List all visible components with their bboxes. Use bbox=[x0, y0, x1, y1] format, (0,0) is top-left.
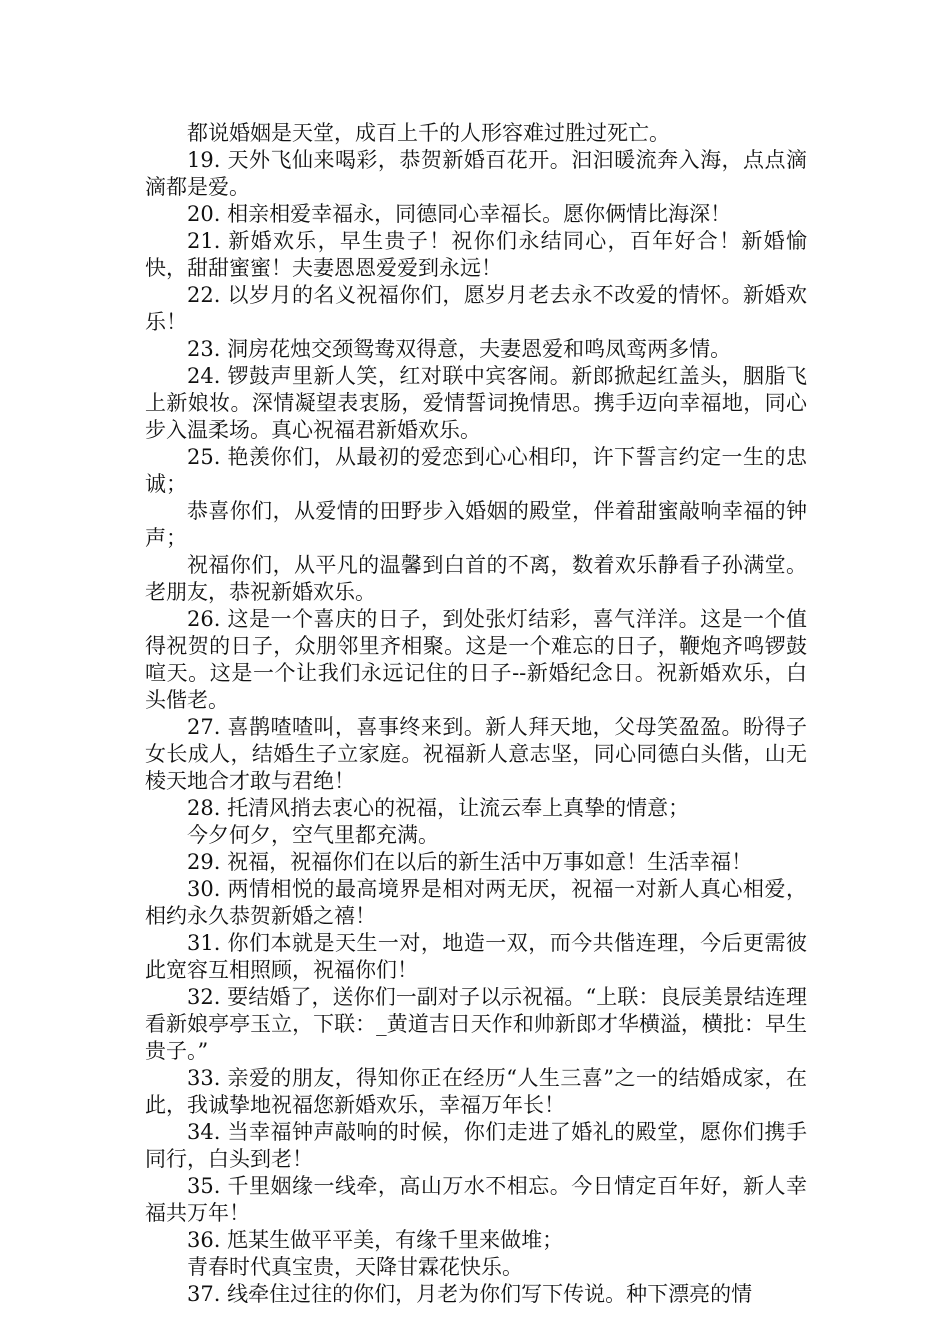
paragraph: 35. 千里姻缘一线牵，高山万水不相忘。今日情定百年好，新人幸福共万年！ bbox=[145, 1174, 807, 1225]
paragraph: 31. 你们本就是天生一对，地造一双，而今共偕连理，今后更需彼此宽容互相照顾，祝福你们！ bbox=[145, 931, 807, 982]
paragraph: 25. 艳羡你们，从最初的爱恋到心心相印，许下誓言约定一生的忠诚； bbox=[145, 445, 807, 496]
paragraph: 24. 锣鼓声里新人笑，红对联中宾客闹。新郎掀起红盖头，胭脂飞上新娘妆。深情凝望表衷肠，爱情誓词挽情思。携手迈向幸福地，同心步入温柔场。真心祝福君新婚欢乐。 bbox=[145, 364, 807, 442]
paragraph: 23. 洞房花烛交颈鸳鸯双得意，夫妻恩爱和鸣凤鸾两多情。 bbox=[187, 337, 732, 361]
paragraph: 33. 亲爱的朋友，得知你正在经历“人生三喜”之一的结婚成家，在此，我诚挚地祝福您新婚欢乐，幸福万年长！ bbox=[145, 1066, 807, 1117]
paragraph: 28. 托清风捎去衷心的祝福，让流云奉上真挚的情意； bbox=[187, 796, 690, 820]
paragraph: 都说婚姻是天堂，成百上千的人形容难过胜过死亡。 bbox=[187, 121, 670, 145]
paragraph: 20. 相亲相爱幸福永，同德同心幸福长。愿你俩情比海深！ bbox=[187, 202, 732, 226]
document-page bbox=[145, 120, 807, 1308]
paragraph: 30. 两情相悦的最高境界是相对两无厌，祝福一对新人真心相爱，相约永久恭贺新婚之禧！ bbox=[145, 877, 807, 928]
paragraph: 恭喜你们，从爱情的田野步入婚姻的殿堂，伴着甜蜜敲响幸福的钟声； bbox=[145, 499, 807, 550]
paragraph: 32. 要结婚了，送你们一副对子以示祝福。“上联：良辰美景结连理看新娘亭亭玉立，下联：_黄道吉日天作和帅新郎才华横溢，横批：早生贵子。” bbox=[145, 985, 807, 1063]
paragraph: 19. 天外飞仙来喝彩，恭贺新婚百花开。汩汩暖流奔入海，点点滴滴都是爱。 bbox=[145, 148, 807, 199]
paragraph: 今夕何夕，空气里都充满。 bbox=[187, 823, 439, 847]
paragraph: 祝福你们，从平凡的温馨到白首的不离，数着欢乐静看子孙满堂。老朋友，恭祝新婚欢乐。 bbox=[145, 553, 807, 604]
paragraph: 27. 喜鹊喳喳叫，喜事终来到。新人拜天地，父母笑盈盈。盼得子女长成人，结婚生子立家庭。祝福新人意志坚，同心同德白头偕，山无棱天地合才敢与君绝！ bbox=[145, 715, 807, 793]
paragraph: 22. 以岁月的名义祝福你们，愿岁月老去永不改爱的情怀。新婚欢乐！ bbox=[145, 283, 807, 334]
paragraph: 青春时代真宝贵，天降甘霖花快乐。 bbox=[187, 1255, 523, 1279]
paragraph: 29. 祝福，祝福你们在以后的新生活中万事如意！生活幸福！ bbox=[187, 850, 753, 874]
paragraph: 21. 新婚欢乐，早生贵子！祝你们永结同心，百年好合！新婚愉快，甜甜蜜蜜！夫妻恩恩爱爱到永远！ bbox=[145, 229, 807, 280]
paragraph: 26. 这是一个喜庆的日子，到处张灯结彩，喜气洋洋。这是一个值得祝贺的日子，众朋邻里齐相聚。这是一个难忘的日子，鞭炮齐鸣锣鼓喧天。这是一个让我们永远记住的日子--新婚纪念日。祝新婚欢乐，白头偕老。 bbox=[145, 607, 807, 712]
paragraph: 36. 尪某生做平平美，有缘千里来做堆； bbox=[187, 1228, 564, 1252]
paragraph: 37. 线牵住过往的你们，月老为你们写下传说。种下漂亮的情 bbox=[187, 1282, 753, 1306]
paragraph: 34. 当幸福钟声敲响的时候，你们走进了婚礼的殿堂，愿你们携手同行，白头到老！ bbox=[145, 1120, 807, 1171]
